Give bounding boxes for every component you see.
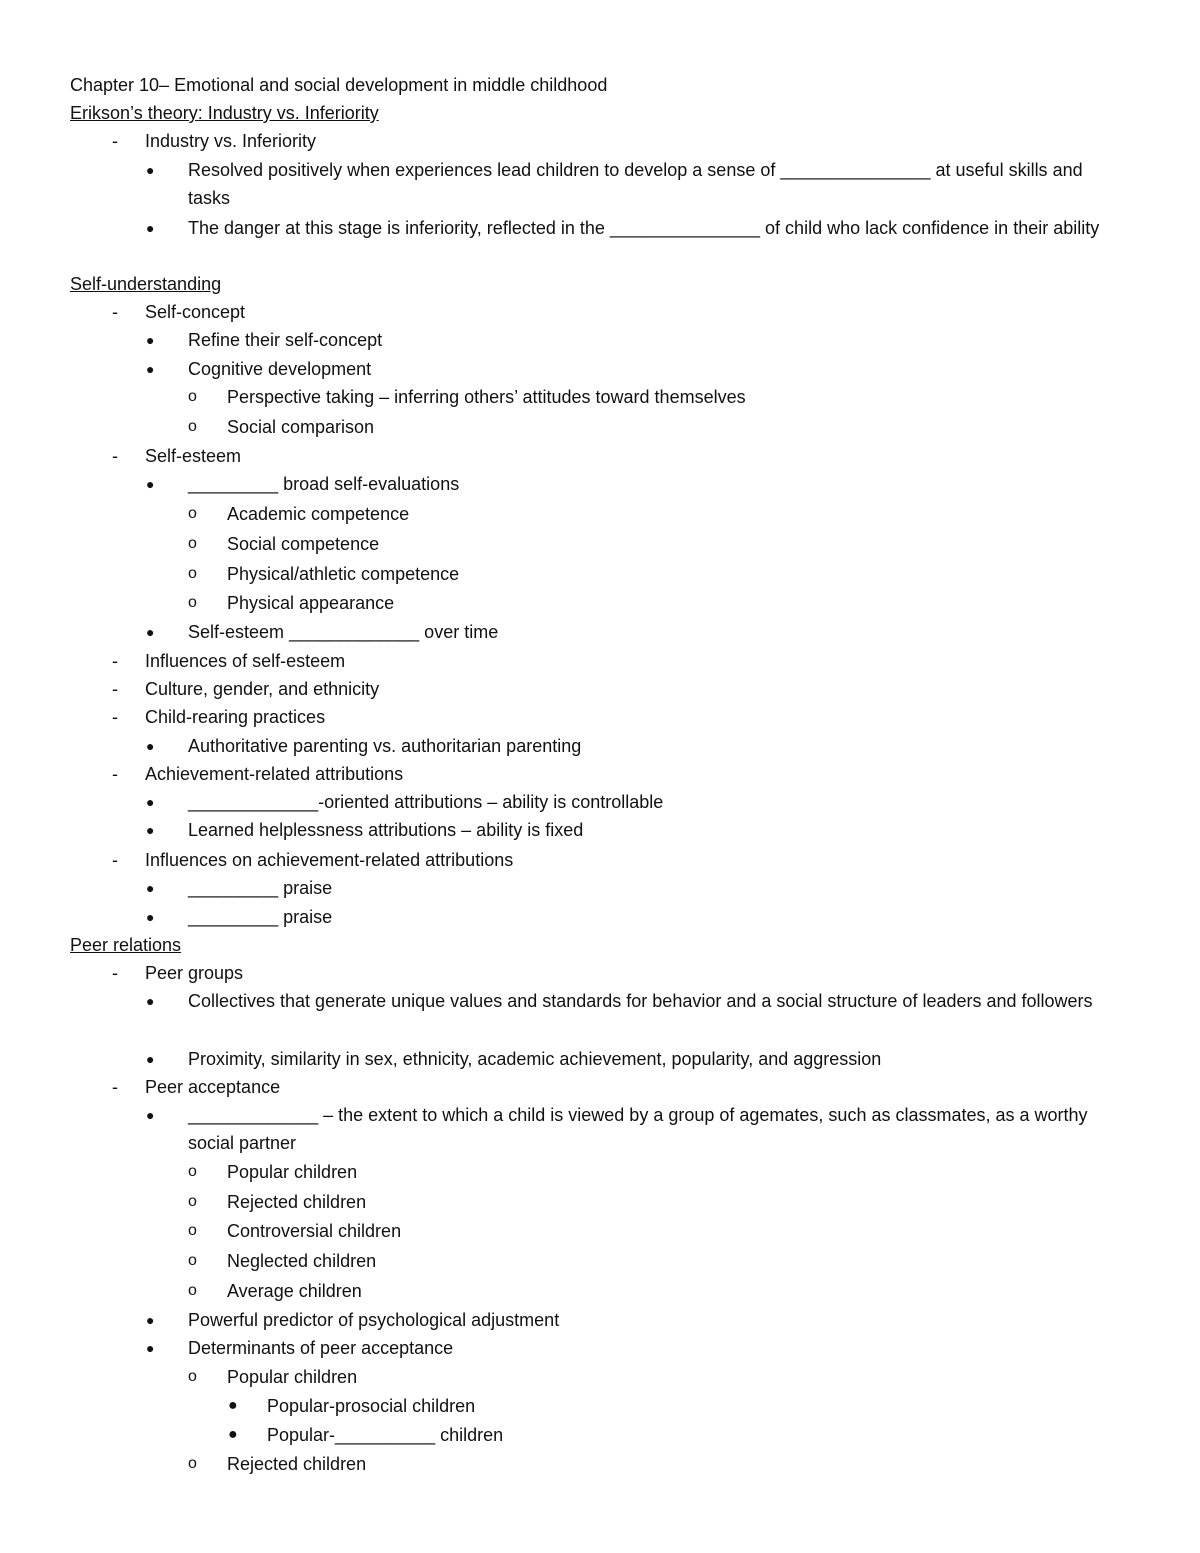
- sub-marker: o: [188, 565, 197, 582]
- subsub-bullet-marker: ●: [228, 1426, 238, 1443]
- list-item: _____________-oriented attributions – ability is controllable: [188, 792, 664, 812]
- bullet-marker: ●: [146, 162, 155, 178]
- list-item: Culture, gender, and ethnicity: [145, 679, 380, 699]
- list-item: Rejected children: [227, 1192, 367, 1212]
- list-item: Cognitive development: [188, 359, 372, 379]
- list-item: Learned helplessness attributions – ability is fixed: [188, 820, 584, 840]
- bullet-marker: ●: [146, 1340, 155, 1356]
- dash-marker: -: [112, 963, 118, 983]
- list-item: Self-esteem: [145, 446, 242, 466]
- bullet-marker: ●: [146, 738, 155, 754]
- dash-marker: -: [112, 1077, 118, 1097]
- sub-marker: o: [188, 1222, 197, 1239]
- list-item: Industry vs. Inferiority: [145, 131, 317, 151]
- section-heading-self-understanding: Self-understanding: [70, 274, 222, 294]
- sub-marker: o: [188, 1193, 197, 1210]
- list-item: _________ praise: [188, 878, 333, 898]
- list-item: Resolved positively when experiences lead children to develop a sense of _______________ at useful skills and tasks: [188, 160, 1083, 208]
- list-item: Perspective taking – inferring others’ attitudes toward themselves: [227, 387, 746, 407]
- list-item: Achievement-related attributions: [145, 764, 404, 784]
- dash-marker: -: [112, 850, 118, 870]
- list-item: Influences on achievement-related attributions: [145, 850, 514, 870]
- list-item: Self-esteem _____________ over time: [188, 622, 499, 642]
- bullet-marker: ●: [146, 220, 155, 236]
- bullet-marker: ●: [146, 909, 155, 925]
- dash-marker: -: [112, 764, 118, 784]
- dash-marker: -: [112, 131, 118, 151]
- list-item: Popular-__________ children: [267, 1425, 504, 1445]
- list-item: Collectives that generate unique values and standards for behavior and a social structure of leaders and followers: [188, 991, 1093, 1011]
- sub-marker: o: [188, 418, 197, 435]
- sub-marker: o: [188, 388, 197, 405]
- bullet-marker: ●: [146, 1312, 155, 1328]
- list-item: Academic competence: [227, 504, 410, 524]
- list-item: The danger at this stage is inferiority, reflected in the _______________ of child who lack confidence in their ability: [188, 218, 1100, 238]
- list-item: _____________ – the extent to which a child is viewed by a group of agemates, such as classmates, as a worthy social partner: [188, 1105, 1088, 1153]
- sub-marker: o: [188, 594, 197, 611]
- list-item: Rejected children: [227, 1454, 367, 1474]
- dash-marker: -: [112, 651, 118, 671]
- list-item: Physical appearance: [227, 593, 395, 613]
- list-item: Popular-prosocial children: [267, 1396, 476, 1416]
- sub-marker: o: [188, 1252, 197, 1269]
- list-item: Influences of self-esteem: [145, 651, 346, 671]
- sub-marker: o: [188, 1163, 197, 1180]
- list-item: Self-concept: [145, 302, 246, 322]
- bullet-marker: ●: [146, 624, 155, 640]
- list-item: Controversial children: [227, 1221, 402, 1241]
- list-item: Refine their self-concept: [188, 330, 383, 350]
- bullet-marker: ●: [146, 476, 155, 492]
- dash-marker: -: [112, 446, 118, 466]
- sub-marker: o: [188, 1368, 197, 1385]
- dash-marker: -: [112, 679, 118, 699]
- list-item: Average children: [227, 1281, 362, 1301]
- dash-marker: -: [112, 707, 118, 727]
- list-item: Social competence: [227, 534, 380, 554]
- list-item: Authoritative parenting vs. authoritarian parenting: [188, 736, 582, 756]
- list-item: Determinants of peer acceptance: [188, 1338, 454, 1358]
- section-heading-peer-relations: Peer relations: [70, 935, 182, 955]
- bullet-marker: ●: [146, 1051, 155, 1067]
- subsub-bullet-marker: ●: [228, 1397, 238, 1414]
- list-item: Peer groups: [145, 963, 244, 983]
- bullet-marker: ●: [146, 822, 155, 838]
- bullet-marker: ●: [146, 993, 155, 1009]
- sub-marker: o: [188, 1282, 197, 1299]
- list-item: _________ praise: [188, 907, 333, 927]
- sub-marker: o: [188, 535, 197, 552]
- bullet-marker: ●: [146, 361, 155, 377]
- list-item: _________ broad self-evaluations: [188, 474, 460, 494]
- bullet-marker: ●: [146, 1107, 155, 1123]
- list-item: Proximity, similarity in sex, ethnicity, academic achievement, popularity, and aggression: [188, 1049, 882, 1069]
- bullet-marker: ●: [146, 880, 155, 896]
- section-heading-erikson: Erikson’s theory: Industry vs. Inferiority: [70, 103, 379, 123]
- list-item: Child-rearing practices: [145, 707, 326, 727]
- list-item: Physical/athletic competence: [227, 564, 460, 584]
- list-item: Social comparison: [227, 417, 375, 437]
- list-item: Popular children: [227, 1367, 358, 1387]
- bullet-marker: ●: [146, 794, 155, 810]
- sub-marker: o: [188, 505, 197, 522]
- list-item: Peer acceptance: [145, 1077, 281, 1097]
- dash-marker: -: [112, 302, 118, 322]
- document-title: Chapter 10– Emotional and social development in middle childhood: [70, 75, 608, 95]
- sub-marker: o: [188, 1455, 197, 1472]
- list-item: Neglected children: [227, 1251, 377, 1271]
- list-item: Powerful predictor of psychological adjustment: [188, 1310, 560, 1330]
- bullet-marker: ●: [146, 332, 155, 348]
- list-item: Popular children: [227, 1162, 358, 1182]
